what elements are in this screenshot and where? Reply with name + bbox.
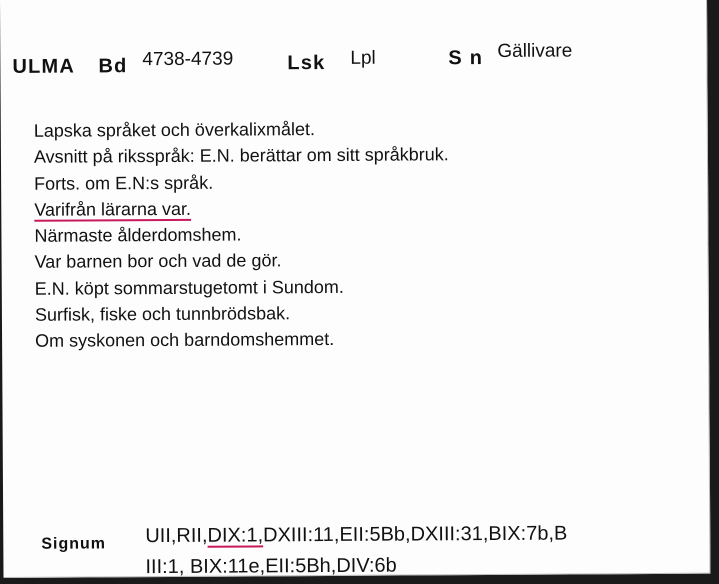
signum-block [41,518,719,579]
content-line: E.N. köpt sommarstugetomt i Sundom. [34,276,344,299]
sn-label: S n [448,47,484,70]
signum-marked-code: DIX:1, [207,524,264,547]
content-line: Forts. om E.N:s språk. [34,172,214,194]
sn-value: Gällivare [497,40,573,62]
signum-line-1 [145,518,719,553]
content-line-underlined: Varifrån lärarna var. [34,198,192,220]
content-line: Om syskonen och barndomshemmet. [35,329,335,352]
signum-line-2: III:1, BIX:11e,EII:5Bh,DIV:6b [145,554,397,579]
bd-label: Bd [98,55,128,78]
content-line: Lapska språket och överkalixmålet. [33,119,315,141]
content-line: Avsnitt på riksspråk: E.N. berättar om sitt språkbruk. [33,144,449,168]
signum-line-1-post: DXIII:11,EII:5Bb,DXIII:31,BIX:7b,B [263,522,568,547]
signum-value [145,518,719,584]
content-line: Närmaste ålderdomshem. [34,224,242,246]
signum-line-1-pre: UII,RII, [145,524,208,548]
signum-label: Signum [41,535,107,553]
ulma-label: ULMA [12,55,76,78]
bd-value: 4738-4739 [142,48,234,71]
lsk-label: Lsk [287,52,326,75]
content-lines [34,115,450,354]
content-line: Var barnen bor och vad de gör. [34,250,282,273]
content-line: Surfisk, fiske och tunnbrödsbak. [34,303,291,325]
lsk-value: Lpl [350,47,376,69]
